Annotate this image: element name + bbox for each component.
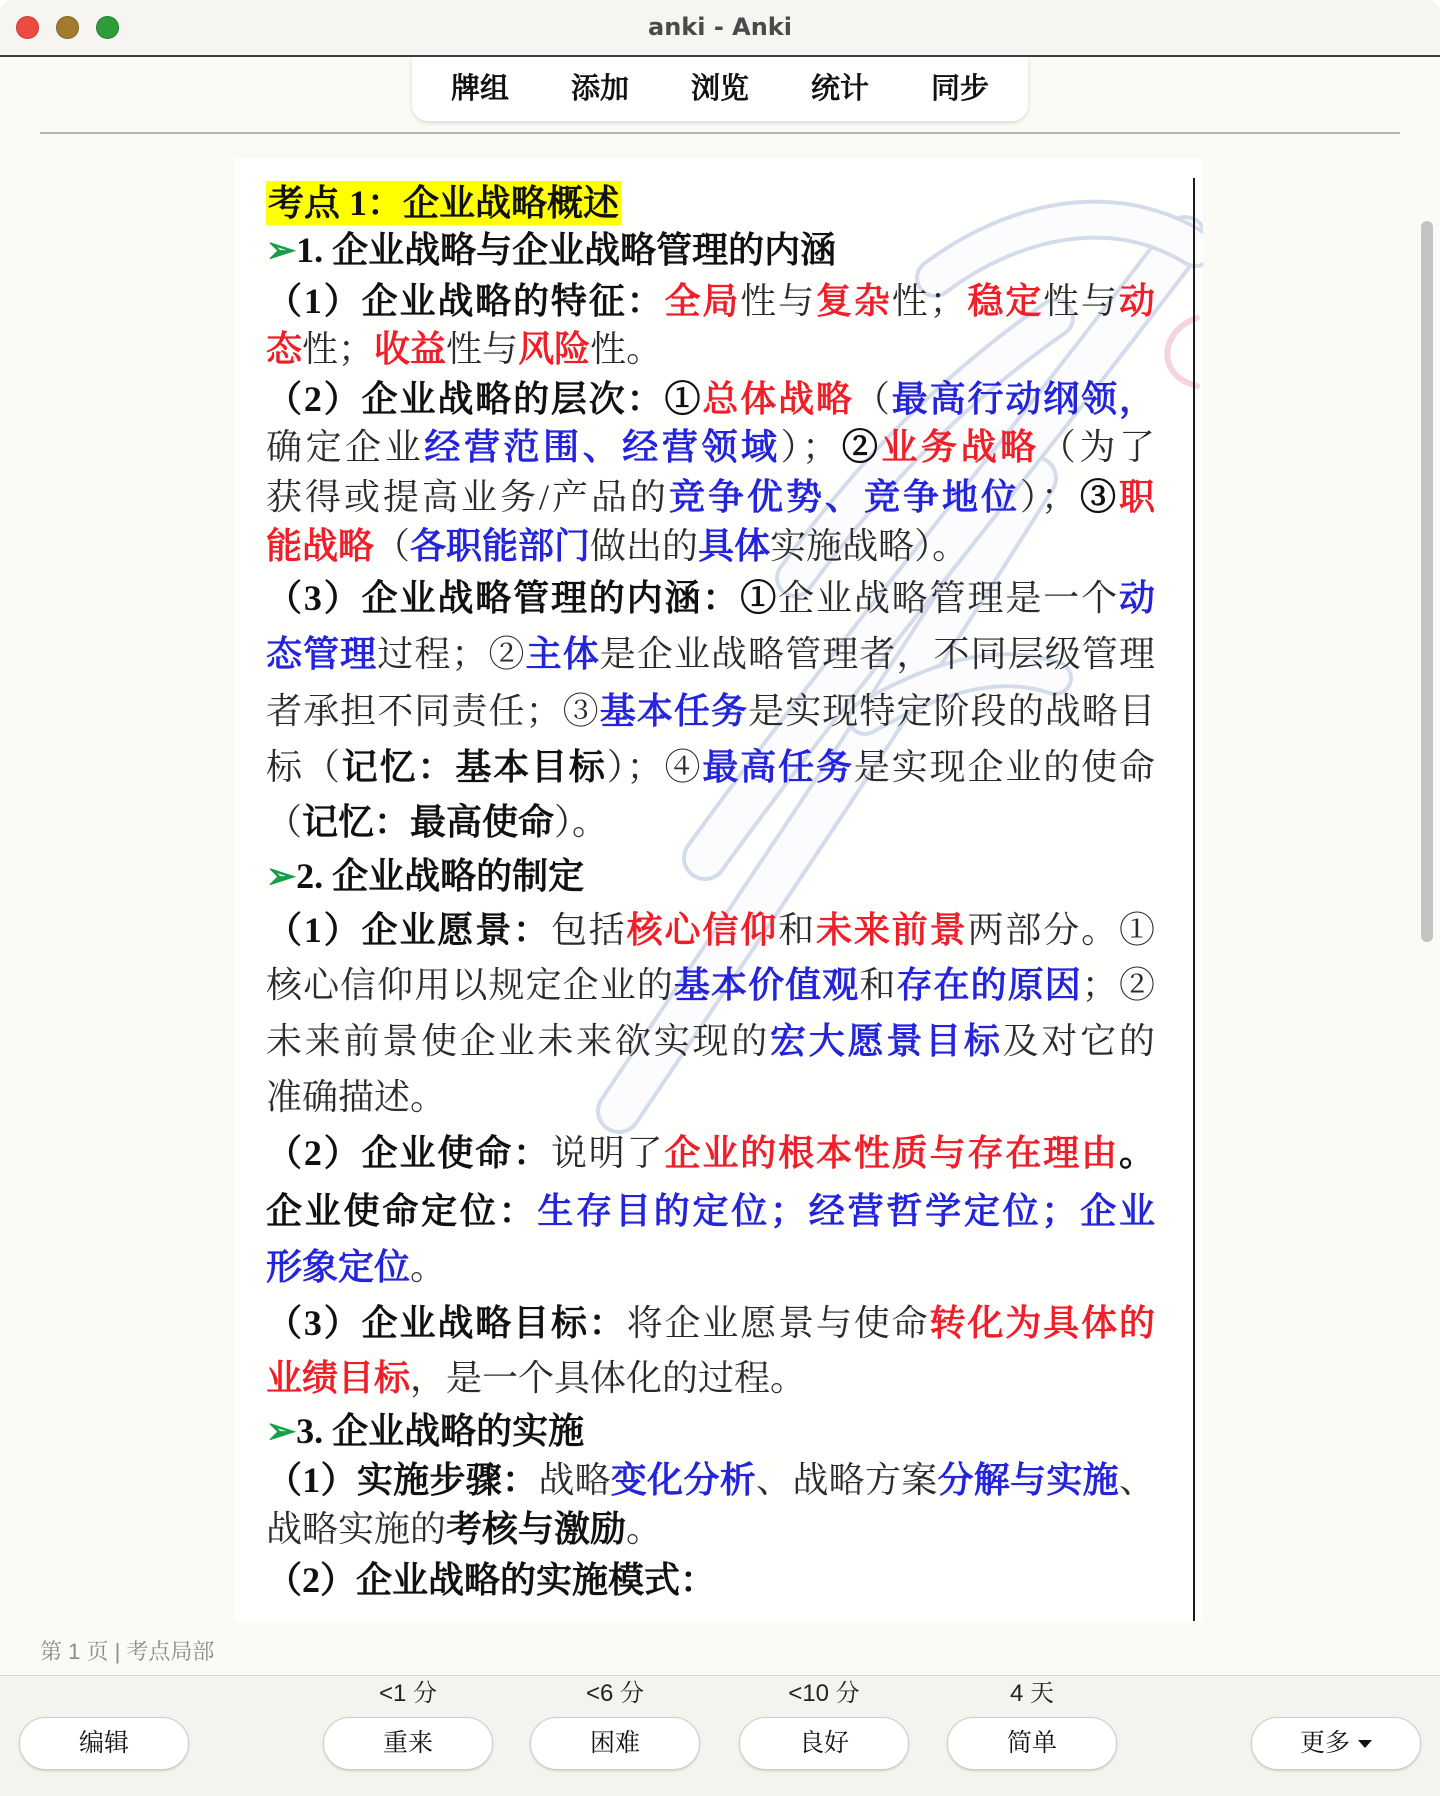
- text-run: 各职能部门: [410, 526, 591, 566]
- text-run: 经营范围、经营领域: [424, 427, 781, 467]
- text-run: 性；: [891, 281, 966, 321]
- text-run: 企业战略管理是一个: [778, 578, 1119, 618]
- card-line: [266, 228, 1155, 272]
- interval-good: <10 分: [788, 1680, 860, 1707]
- card-line: [266, 1301, 1155, 1345]
- text-run: 核心信仰: [626, 910, 779, 950]
- text-run: 将企业愿景与使命: [626, 1303, 930, 1343]
- text-run: 性；: [302, 329, 375, 369]
- text-run: 说明了: [550, 1133, 665, 1173]
- text-run: 者承担不同责任；③: [266, 691, 600, 731]
- card-line: [266, 1558, 1155, 1602]
- card-line: [266, 1189, 1155, 1233]
- text-run: （1）企业愿景：: [266, 910, 551, 950]
- text-run: 性。: [590, 329, 663, 369]
- again-button[interactable]: 重来: [323, 1717, 493, 1770]
- text-run: （1）实施步骤：: [266, 1460, 539, 1500]
- card-line: [266, 576, 1155, 620]
- text-run: 基本价值观: [673, 965, 860, 1005]
- card-line: [266, 524, 1155, 568]
- card-line: [266, 425, 1155, 469]
- text-run: 复杂: [815, 281, 892, 321]
- card-line: [266, 908, 1155, 952]
- text-run: 两部分。①: [967, 910, 1155, 950]
- card-line: [266, 475, 1155, 519]
- text-run: 获得或提高业务/产品的: [266, 477, 669, 517]
- text-run: 性与: [1043, 281, 1119, 321]
- card-line: [266, 1507, 1155, 1551]
- text-run: ②: [838, 427, 882, 467]
- text-run: （2）企业战略的层次：①: [266, 379, 703, 419]
- card-line: [266, 963, 1155, 1007]
- card-line: [266, 689, 1155, 733]
- text-run: 转化为具体的: [929, 1303, 1155, 1343]
- text-run: 收益: [374, 329, 447, 369]
- text-run: 稳定: [965, 281, 1044, 321]
- page-edge-line: [1193, 178, 1195, 1621]
- text-run: 动: [1118, 578, 1155, 618]
- text-run: （1）企业战略的特征：: [266, 281, 665, 321]
- text-run: （为了: [1039, 427, 1155, 467]
- text-run: 记忆：基本目标: [341, 747, 607, 787]
- text-run: 能战略: [266, 526, 375, 566]
- answer-bar: [0, 1675, 1440, 1796]
- text-run: 战略实施的: [266, 1509, 447, 1549]
- card-line: [266, 1131, 1155, 1175]
- page-info-label: 第 1 页 | 考点局部: [40, 1639, 215, 1664]
- text-run: 业绩目标: [266, 1358, 411, 1398]
- interval-hard: <6 分: [585, 1680, 645, 1707]
- text-run: 存在的原因: [896, 965, 1082, 1005]
- text-run: 职: [1118, 477, 1155, 517]
- text-run: 生存目的定位；经营哲学定位；企业: [537, 1191, 1155, 1231]
- text-run: 具体: [698, 526, 771, 566]
- text-run: ，是一个具体化的过程。: [410, 1358, 807, 1398]
- text-run: 、战略方案: [756, 1460, 938, 1500]
- text-run: 实施战略）。: [770, 526, 969, 566]
- text-run: 是企业战略管理者，不同层级管理: [599, 634, 1155, 674]
- text-run: 基本任务: [599, 691, 749, 731]
- text-run: 2. 企业战略的制定: [296, 856, 585, 896]
- card-line: [266, 279, 1155, 323]
- more-button-label: 更多: [1299, 1729, 1350, 1757]
- text-run: 考核与激励: [446, 1509, 627, 1549]
- toolbar-browse[interactable]: 浏览: [690, 73, 749, 105]
- text-run: 未来前景: [816, 910, 968, 950]
- text-run: （: [374, 526, 411, 566]
- interval-easy: 4 天: [1009, 1680, 1054, 1707]
- text-run: 1. 企业战略与企业战略管理的内涵: [296, 230, 837, 270]
- text-run: ③: [1076, 477, 1119, 517]
- text-run: 主体: [525, 634, 600, 674]
- more-button[interactable]: [1251, 1717, 1421, 1770]
- text-run: 态: [266, 329, 303, 369]
- toolbar-stats[interactable]: 统计: [810, 73, 869, 105]
- text-run: 总体战略: [702, 379, 854, 419]
- text-run: 业务战略: [881, 427, 1040, 467]
- text-run: 最高行动纲领，: [891, 379, 1155, 419]
- card-line: [266, 745, 1155, 789]
- caret-down-icon: [1358, 1740, 1372, 1748]
- scrollbar-thumb[interactable]: [1421, 221, 1433, 942]
- card-text: [266, 0, 1155, 1621]
- card-line: [266, 1245, 1155, 1289]
- card-line: [266, 1019, 1155, 1063]
- card-line: [266, 1409, 1155, 1453]
- text-run: （3）企业战略管理的内涵：①: [266, 578, 779, 618]
- text-run: 及对它的: [1002, 1021, 1155, 1061]
- toolbar-add[interactable]: 添加: [570, 73, 629, 105]
- text-run: ）；: [780, 427, 839, 467]
- text-run: 形象定位: [266, 1247, 411, 1287]
- text-run: 最高任务: [702, 747, 854, 787]
- text-run: 核心信仰用以规定企业的: [266, 965, 674, 1005]
- text-run: 企业的根本性质与存在理由: [664, 1133, 1119, 1173]
- bullet-arrow-icon: ➢: [266, 230, 297, 270]
- text-run: 记忆：最高使命: [302, 802, 555, 842]
- text-run: （: [266, 802, 303, 842]
- highlighted-heading: 考点 1：企业战略概述: [266, 181, 621, 225]
- card-line: [266, 181, 1155, 225]
- text-run: ）；④: [606, 747, 703, 787]
- text-run: 是实现企业的使命: [853, 747, 1155, 787]
- text-run: 、: [1118, 1460, 1155, 1500]
- text-run: 全局: [664, 281, 741, 321]
- text-run: 。: [1118, 1133, 1155, 1173]
- toolbar-decks[interactable]: 牌组: [450, 73, 509, 105]
- text-run: 未来前景使企业未来欲实现的: [266, 1021, 771, 1061]
- text-run: 战略: [538, 1460, 611, 1500]
- text-run: 。: [410, 1247, 447, 1287]
- card-line: [266, 854, 1155, 898]
- text-run: 动: [1118, 281, 1155, 321]
- card-line: [266, 632, 1155, 676]
- bullet-arrow-icon: ➢: [266, 1411, 297, 1451]
- text-run: 做出的: [590, 526, 699, 566]
- interval-again: <1 分: [378, 1680, 438, 1707]
- text-run: 。: [626, 1509, 663, 1549]
- text-run: ）。: [554, 802, 609, 842]
- text-run: 分解与实施: [937, 1460, 1119, 1500]
- card-line: [266, 327, 1155, 371]
- easy-button[interactable]: 简单: [947, 1717, 1117, 1770]
- card-line: [266, 1075, 1155, 1119]
- text-run: ）；: [1019, 477, 1077, 517]
- text-run: 性与: [446, 329, 519, 369]
- bullet-arrow-icon: ➢: [266, 856, 297, 896]
- text-run: （3）企业战略目标：: [266, 1303, 627, 1343]
- card-line: [266, 1458, 1155, 1502]
- text-run: （2）企业使命：: [266, 1133, 551, 1173]
- text-run: 准确描述。: [266, 1077, 447, 1117]
- text-run: 确定企业: [266, 427, 425, 467]
- text-run: 宏大愿景目标: [770, 1021, 1003, 1061]
- text-run: 变化分析: [610, 1460, 757, 1500]
- text-run: 是实现特定阶段的战略目: [748, 691, 1155, 731]
- hard-button[interactable]: 困难: [530, 1717, 700, 1770]
- text-run: 过程；②: [377, 634, 526, 674]
- text-run: 竞争优势、竞争地位: [668, 477, 1020, 517]
- text-run: 包括: [550, 910, 627, 950]
- text-run: 态管理: [266, 634, 378, 674]
- text-run: 性与: [740, 281, 816, 321]
- text-run: 企业使命定位：: [266, 1191, 538, 1231]
- text-run: 和: [778, 910, 817, 950]
- card-line: [266, 377, 1155, 421]
- edit-button[interactable]: 编辑: [19, 1717, 189, 1770]
- window-title: anki - Anki: [648, 13, 792, 41]
- text-run: 3. 企业战略的实施: [296, 1411, 585, 1451]
- text-run: （: [853, 379, 892, 419]
- good-button[interactable]: 良好: [739, 1717, 909, 1770]
- text-run: ；②: [1081, 965, 1155, 1005]
- text-run: （2）企业战略的实施模式：: [266, 1560, 717, 1600]
- card-line: [266, 800, 1155, 844]
- card-line: [266, 1356, 1155, 1400]
- text-run: 标（: [266, 747, 342, 787]
- text-run: 和: [859, 965, 897, 1005]
- toolbar-sync[interactable]: 同步: [930, 73, 989, 105]
- text-run: 风险: [518, 329, 591, 369]
